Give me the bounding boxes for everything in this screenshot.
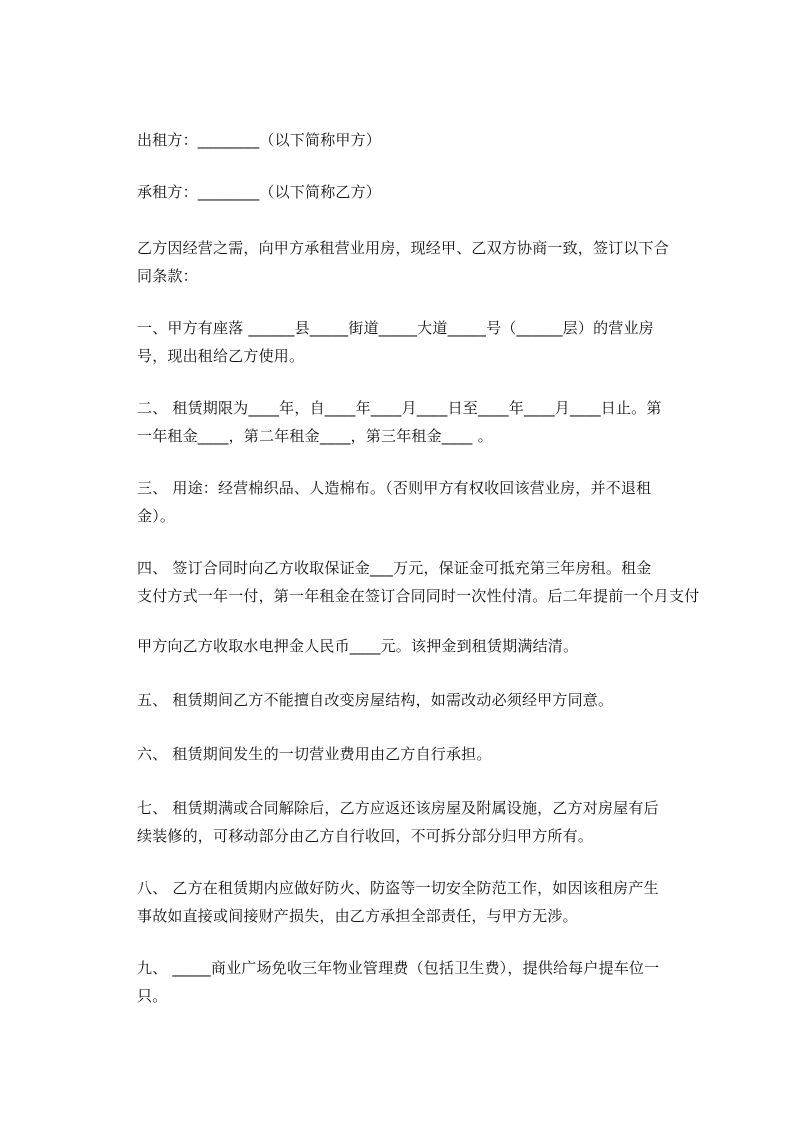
paragraph-clause-5 — [137, 686, 703, 714]
paragraph-lessor — [137, 126, 703, 154]
text-line: 号，现出租给乙方使用。 — [137, 347, 305, 365]
text-line: 乙方因经营之需，向甲方承租营业用房，现经甲、乙双方协商一致，签订以下合 — [137, 239, 670, 257]
text-line: 续装修的，可移动部分由乙方自行收回，不可拆分部分归甲方所有。 — [137, 827, 594, 845]
paragraph-clause-3 — [137, 474, 703, 530]
text-line: 八、 乙方在租赁期内应做好防火、防盗等一切安全防范工作，如因该租房产生 — [137, 879, 659, 897]
paragraph-deposit — [137, 632, 703, 660]
paragraph-clause-6 — [137, 740, 703, 768]
text-line: 一年租金____，第二年租金____，第三年租金____ 。 — [137, 427, 493, 445]
text-line: 一、甲方有座落 ______县_____街道_____大道_____号（______层）的营业房 — [137, 319, 654, 337]
paragraph-clause-2 — [137, 394, 703, 450]
text-line: 同条款： — [137, 267, 198, 285]
paragraph-clause-1 — [137, 314, 703, 370]
text-line: 金）。 — [137, 507, 176, 525]
text-line: 只。 — [137, 987, 168, 1005]
text-line: 二、 租赁期限为____年，自____年____月____日至____年____月____日止。第 — [137, 399, 662, 417]
text-line: 出租方：________（以下简称甲方） — [137, 131, 382, 149]
text-line: 七、 租赁期满或合同解除后，乙方应返还该房屋及附属设施，乙方对房屋有后 — [137, 799, 659, 817]
paragraph-clause-8 — [137, 874, 703, 930]
text-line: 事故如直接或间接财产损失，由乙方承担全部责任，与甲方无涉。 — [137, 907, 578, 925]
text-line: 六、 租赁期间发生的一切营业费用由乙方自行承担。 — [137, 745, 492, 763]
paragraph-preamble — [137, 234, 703, 290]
paragraph-clause-9 — [137, 954, 703, 1010]
paragraph-clause-4 — [137, 554, 703, 610]
text-line: 承租方：________（以下简称乙方） — [137, 183, 382, 201]
text-line: 支付方式一年一付，第一年租金在签订合同同时一次性付清。后二年提前一个月支付 — [137, 587, 700, 605]
text-line: 三、 用途：经营棉织品、人造棉布。（否则甲方有权收回该营业房，并不退租 — [137, 479, 652, 497]
paragraph-lessee — [137, 178, 703, 206]
text-line: 五、 租赁期间乙方不能擅自改变房屋结构，如需改动必须经甲方同意。 — [137, 691, 614, 709]
text-line: 四、 签订合同时向乙方收取保证金___万元，保证金可抵充第三年房租。租金 — [137, 559, 652, 577]
text-line: 九、 _____商业广场免收三年物业管理费（包括卫生费），提供给每户提车位一 — [137, 959, 660, 977]
text-line: 甲方向乙方收取水电押金人民币____元。该押金到租赁期满结清。 — [137, 637, 579, 655]
paragraph-clause-7 — [137, 794, 703, 850]
